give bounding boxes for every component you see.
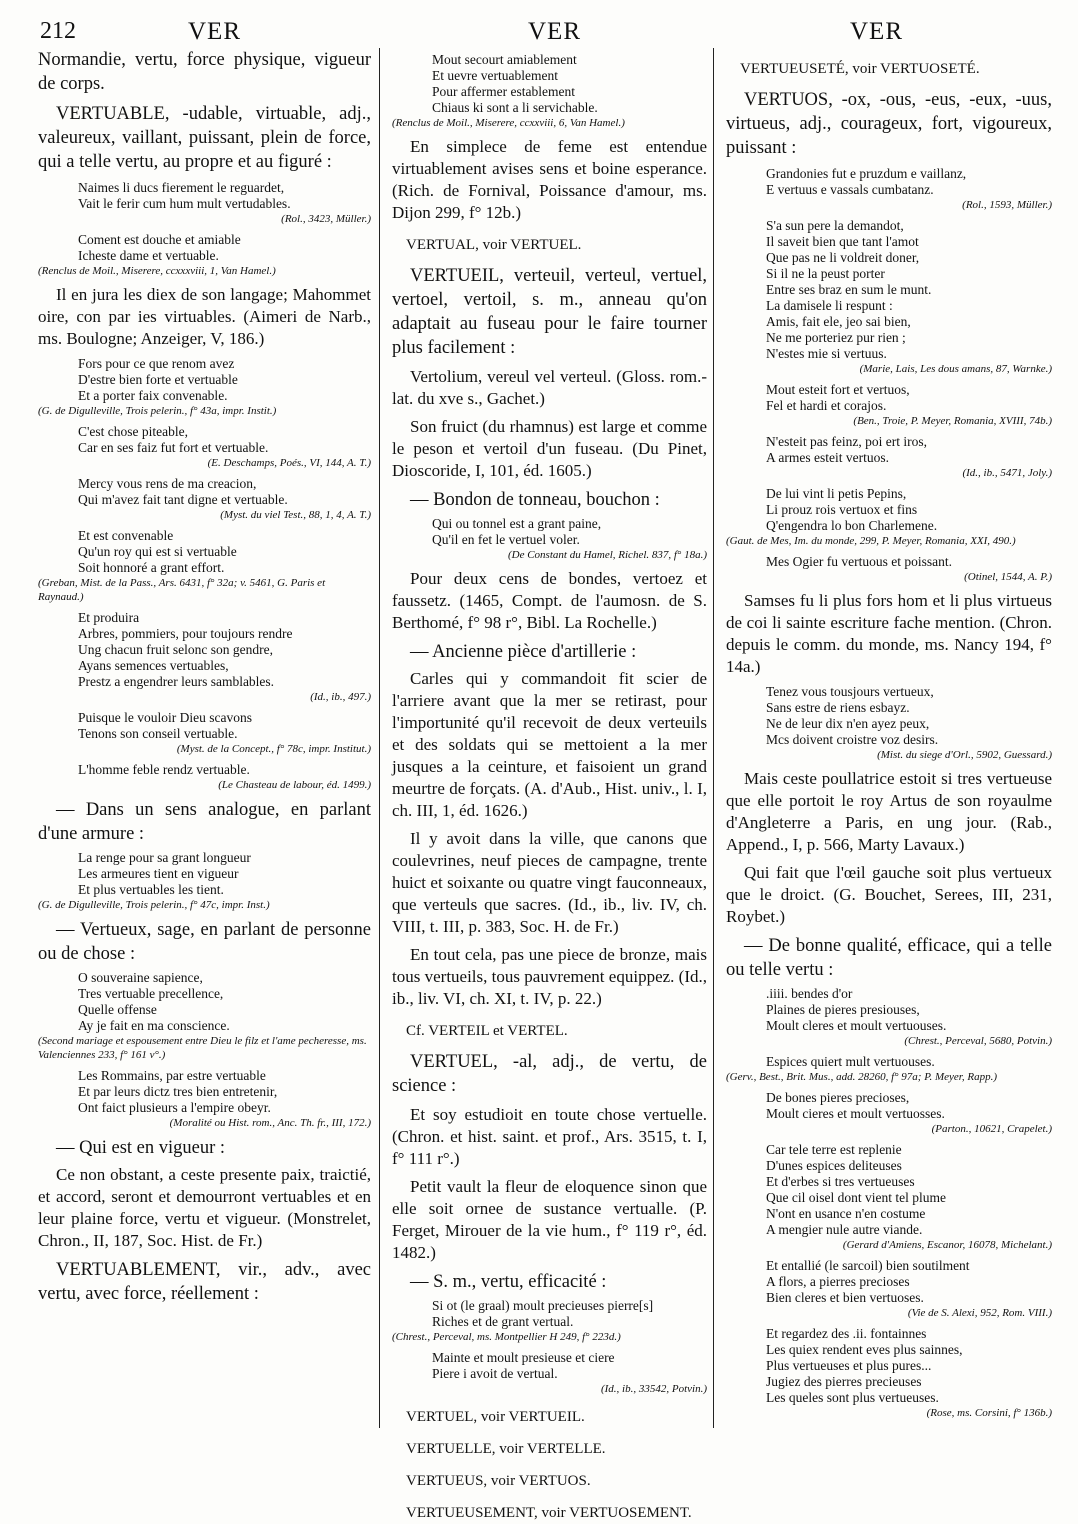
verse-line: Les Rommains, par estre vertuable bbox=[78, 1068, 266, 1083]
running-head-center: VER bbox=[528, 18, 581, 45]
verse-line: Et est convenable bbox=[78, 528, 174, 543]
citation: (Ben., Troie, P. Meyer, Romania, XVIII, 74b.) bbox=[853, 415, 1052, 427]
quotation bbox=[726, 684, 1052, 748]
verse-line: .iiii. bendes d'or bbox=[766, 986, 853, 1001]
verse-line: Tres vertuable precellence, bbox=[78, 986, 224, 1001]
entry-vertuablement: VERTUABLEMENT, vir., adv., avec vertu, avec force, réellement : bbox=[38, 1260, 371, 1304]
verse-line: Bien cleres et bien vertuoses. bbox=[766, 1290, 924, 1305]
verse-line: Moult cleres et moult vertuouses. bbox=[766, 1018, 947, 1033]
paragraph: Carles qui y commandoit fit scier de l'arriere avant que la mer se retirast, pour l'importunité qu'il recevoit de deux verteuils et des soldats qui se mettoient a la mer jusques a la ceinture, et faisoient un grand meurtre de forçats. (A. d'Aub., Hist. univ., l. I, ch. III, 1, éd. 1626.) bbox=[392, 669, 707, 820]
quotation bbox=[38, 970, 371, 1034]
running-head-right: VER bbox=[850, 18, 903, 45]
verse-line: E vertuus e vassals cumbatanz. bbox=[766, 182, 934, 197]
quotation bbox=[726, 218, 1052, 362]
verse-line: Espices quiert mult vertuouses. bbox=[766, 1054, 935, 1069]
verse-line: Ne de leur dix n'en ayez peux, bbox=[766, 716, 930, 731]
quotation bbox=[38, 850, 371, 898]
verse-line: Et produira bbox=[78, 610, 140, 625]
verse-line: O souveraine sapience, bbox=[78, 970, 203, 985]
verse-line: Ung chacun fruit selonc son gendre, bbox=[78, 642, 273, 657]
citation: (Chrest., Perceval, ms. Montpellier H 249, f° 223d.) bbox=[392, 1331, 621, 1343]
verse-line: Prestz a engendrer leurs samblables. bbox=[78, 674, 275, 689]
verse-line: Mcs doivent croistre voz desirs. bbox=[766, 732, 939, 747]
quotation bbox=[392, 1350, 707, 1382]
verse-line: L'homme feble rendz vertuable. bbox=[78, 762, 250, 777]
citation: (Gerv., Best., Brit. Mus., add. 28260, f° 97a; P. Meyer, Rapp.) bbox=[726, 1071, 998, 1083]
running-head-left: VER bbox=[188, 18, 241, 45]
quotation bbox=[392, 516, 707, 548]
column-3 bbox=[714, 48, 1052, 1428]
verse-line: Mainte et moult presieuse et ciere bbox=[432, 1350, 615, 1365]
verse-line: De bones pieres precioses, bbox=[766, 1090, 910, 1105]
verse-line: Et a porter faix convenable. bbox=[78, 388, 228, 403]
verse-line: Qui ou tonnel est a grant paine, bbox=[432, 516, 602, 531]
paragraph: Il y avoit dans la ville, que canons que coulevrines, neuf pieces de campagne, trente huict et soixante ou quatre vingt fauconneaux, que verteuls que sacres. (Id., ib., liv. IV, ch. VIII, t. III, p. 383, Soc. H. de Fr.) bbox=[392, 829, 707, 936]
paragraph: Il en jura les diex de son langage; Mahommet oire, con par ies virtuables. (Aimeri de Narb., ms. Boulogne; Anzeiger, V, 186.) bbox=[38, 285, 371, 348]
citation: (Greban, Mist. de la Pass., Ars. 6431, f° 32a; v. 5461, G. Paris et Raynaud.) bbox=[38, 577, 326, 603]
sense-heading: — Ancienne pièce d'artillerie : bbox=[410, 642, 637, 662]
citation: (Otinel, 1544, A. P.) bbox=[964, 571, 1052, 583]
quotation bbox=[38, 424, 371, 456]
verse-line: Sans estre de riens esbayz. bbox=[766, 700, 910, 715]
citation: (Mist. du siege d'Orl., 5902, Guessard.) bbox=[877, 749, 1052, 761]
cross-reference: VERTUELLE, voir VERTELLE. bbox=[406, 1441, 606, 1457]
verse-line: Moult cieres et moult vertuosses. bbox=[766, 1106, 945, 1121]
verse-line: A mengier nule autre viande. bbox=[766, 1222, 923, 1237]
verse-line: Car en ses faiz fut fort et vertuable. bbox=[78, 440, 269, 455]
verse-line: Il saveit bien que tant l'amot bbox=[766, 234, 919, 249]
verse-line: Quelle offense bbox=[78, 1002, 157, 1017]
verse-line: A flors, a pierres precioses bbox=[766, 1274, 910, 1289]
quotation bbox=[392, 52, 707, 116]
verse-line: Jugiez des pierres precieuses bbox=[766, 1374, 922, 1389]
verse-line: Fors pour ce que renom avez bbox=[78, 356, 235, 371]
verse-line: Mout esteit fort et vertuos, bbox=[766, 382, 910, 397]
verse-line: N'estes mie si vertuus. bbox=[766, 346, 887, 361]
verse-line: Qui m'avez fait tant digne et vertuable. bbox=[78, 492, 288, 507]
verse-line: La damisele li respunt : bbox=[766, 298, 893, 313]
cross-reference: VERTUAL, voir VERTUEL. bbox=[406, 237, 582, 253]
verse-line: Ont faict plusieurs a l'empire obeyr. bbox=[78, 1100, 271, 1115]
quotation bbox=[38, 232, 371, 264]
verse-line: Les armeures tient en vigueur bbox=[78, 866, 239, 881]
entry-vertuel: VERTUEL, -al, adj., de vertu, de science : bbox=[392, 1052, 707, 1096]
entry-vertuos: VERTUOS, -ox, -ous, -eus, -eux, -uus, virtueus, adj., courageux, fort, vigoureux, puissant : bbox=[726, 90, 1052, 158]
verse-line: Car tele terre est replenie bbox=[766, 1142, 902, 1157]
paragraph: Et soy estudioit en toute chose vertuelle. (Chron. et hist. saint. et prof., Ars. 3515, t. I, f° 111 r°.) bbox=[392, 1105, 707, 1168]
paragraph: Pour deux cens de bondes, vertoez et faussetz. (1465, Compt. de l'aumosn. de S. Berthomé, f° 98 r°, Bibl. La Rochelle.) bbox=[392, 569, 707, 632]
verse-line: De lui vint li petis Pepins, bbox=[766, 486, 907, 501]
verse-line: Et d'erbes si tres vertueuses bbox=[766, 1174, 915, 1189]
verse-line: Qu'un roy qui est si vertuable bbox=[78, 544, 237, 559]
verse-line: Puisque le vouloir Dieu scavons bbox=[78, 710, 252, 725]
page-number: 212 bbox=[40, 18, 76, 44]
verse-line: D'estre bien forte et vertuable bbox=[78, 372, 238, 387]
verse-line: Que pas ne li voldreit doner, bbox=[766, 250, 920, 265]
citation: (Myst. de la Concept., f° 78c, impr. Institut.) bbox=[176, 743, 371, 755]
citation: (G. de Digulleville, Trois pelerin., f° 43a, impr. Instit.) bbox=[38, 405, 277, 417]
verse-line: Ne me porteriez pur rien ; bbox=[766, 330, 906, 345]
quotation bbox=[726, 166, 1052, 198]
citation: (Gaut. de Mes, Im. du monde, 299, P. Meyer, Romania, XXI, 490.) bbox=[726, 535, 1016, 547]
verse-line: Vait le ferir cum hum mult vertudables. bbox=[78, 196, 291, 211]
verse-line: A armes esteit vertuos. bbox=[766, 450, 889, 465]
verse-line: C'est chose piteable, bbox=[78, 424, 189, 439]
citation: (Moralité ou Hist. rom., Anc. Th. fr., III, 172.) bbox=[169, 1117, 371, 1129]
verse-line: Chiaus ki sont a li servichable. bbox=[432, 100, 598, 115]
verse-line: Et plus vertuables les tient. bbox=[78, 882, 224, 897]
citation: (Vie de S. Alexi, 952, Rom. VIII.) bbox=[907, 1307, 1052, 1319]
verse-line: Soit honnoré a grant effort. bbox=[78, 560, 225, 575]
verse-line: S'a sun pere la demandot, bbox=[766, 218, 904, 233]
verse-line: Tenons son conseil vertuable. bbox=[78, 726, 238, 741]
quotation bbox=[38, 356, 371, 404]
verse-line: Q'engendra lo bon Charlemene. bbox=[766, 518, 938, 533]
citation: (Myst. du viel Test., 88, 1, 4, A. T.) bbox=[220, 509, 371, 521]
citation: (G. de Digulleville, Trois pelerin., f° 47c, impr. Inst.) bbox=[38, 899, 270, 911]
citation: (E. Deschamps, Poés., VI, 144, A. T.) bbox=[207, 457, 371, 469]
column-1 bbox=[38, 48, 380, 1428]
verse-line: Icheste dame et vertuable. bbox=[78, 248, 219, 263]
paragraph: Qui fait que l'œil gauche soit plus vertueux que le droict. (G. Bouchet, Serees, III, 231, Roybet.) bbox=[726, 863, 1052, 926]
verse-line: Li prouz rois vertuox et fins bbox=[766, 502, 918, 517]
verse-line: Les queles sont plus vertueuses. bbox=[766, 1390, 939, 1405]
quotation bbox=[38, 610, 371, 690]
quotation bbox=[726, 1090, 1052, 1122]
verse-line: Si il ne la peust porter bbox=[766, 266, 885, 281]
quotation bbox=[726, 1258, 1052, 1306]
sense-heading: — Bondon de tonneau, bouchon : bbox=[410, 490, 660, 510]
paragraph: En tout cela, pas une piece de bronze, mais tous vertueils, tous pauvrement equippez. (Id., ib., liv. VI, ch. XI, t. IV, p. 22.) bbox=[392, 945, 707, 1008]
cross-reference: VERTUEL, voir VERTUEIL. bbox=[406, 1409, 585, 1425]
verse-line: Qu'il en fet le vertuel voler. bbox=[432, 532, 580, 547]
paragraph: Son fruict (du rhamnus) est large et comme le peson et vertoil d'un fuseau. (Du Pinet, Dioscoride, I, 101, éd. 1605.) bbox=[392, 417, 707, 480]
citation: (Second mariage et espousement entre Dieu le filz et l'ame pecheresse, ms. Valenciennes 233, f° 161 v°.) bbox=[38, 1035, 367, 1061]
verse-line: N'ont en usance n'en costume bbox=[766, 1206, 926, 1221]
verse-line: Plaines de pieres presiouses, bbox=[766, 1002, 920, 1017]
verse-line: Et entallié (le sarcoil) bien soutilment bbox=[766, 1258, 970, 1273]
cross-reference: VERTUEUS, voir VERTUOS. bbox=[406, 1473, 591, 1489]
verse-line: Mout secourt amiablement bbox=[432, 52, 577, 67]
cross-reference: Cf. VERTEIL et VERTEL. bbox=[406, 1023, 568, 1039]
citation: (Rol., 1593, Müller.) bbox=[962, 199, 1052, 211]
verse-line: Ayans semences vertuables, bbox=[78, 658, 229, 673]
citation: (Chrest., Perceval, 5680, Potvin.) bbox=[904, 1035, 1052, 1047]
quotation bbox=[38, 476, 371, 508]
verse-line: Si ot (le graal) moult precieuses pierre[s] bbox=[432, 1298, 654, 1313]
quotation bbox=[38, 762, 371, 778]
paragraph: Normandie, vertu, force physique, vigueur de corps. bbox=[38, 50, 371, 94]
verse-line: Pour affermer establement bbox=[432, 84, 575, 99]
cross-reference: VERTUEUSEMENT, voir VERTUOSEMENT. bbox=[406, 1505, 692, 1521]
verse-line: Mes Ogier fu vertuous et poissant. bbox=[766, 554, 952, 569]
quotation bbox=[392, 1298, 707, 1330]
page-header bbox=[38, 10, 1052, 48]
sense-heading: — De bonne qualité, efficace, qui a telle ou telle vertu : bbox=[726, 936, 1052, 980]
citation: (Id., ib., 5471, Joly.) bbox=[962, 467, 1052, 479]
verse-line: Tenez vous tousjours vertueux, bbox=[766, 684, 934, 699]
verse-line: Coment est douche et amiable bbox=[78, 232, 241, 247]
sense-heading: — Qui est en vigueur : bbox=[56, 1138, 226, 1158]
quotation bbox=[38, 710, 371, 742]
paragraph: Vertolium, vereul vel verteul. (Gloss. rom.-lat. du xve s., Gachet.) bbox=[392, 367, 707, 408]
verse-line: Entre ses braz en sum le munt. bbox=[766, 282, 932, 297]
verse-line: Arbres, pommiers, pour toujours rendre bbox=[78, 626, 293, 641]
quotation bbox=[726, 382, 1052, 414]
verse-line: Plus vertueuses et plus pures... bbox=[766, 1358, 932, 1373]
verse-line: Et regardez des .ii. fontainnes bbox=[766, 1326, 927, 1341]
verse-line: Et uevre vertuablement bbox=[432, 68, 558, 83]
verse-line: Que cil oisel dont vient tel plume bbox=[766, 1190, 946, 1205]
sense-heading: — Vertueux, sage, en parlant de personne ou de chose : bbox=[38, 920, 371, 964]
citation: (Rol., 3423, Müller.) bbox=[281, 213, 371, 225]
verse-line: D'unes espices deliteuses bbox=[766, 1158, 902, 1173]
quotation bbox=[38, 180, 371, 212]
columns bbox=[38, 48, 1052, 1521]
verse-line: Riches et de grant vertual. bbox=[432, 1314, 574, 1329]
verse-line: La renge pour sa grant longueur bbox=[78, 850, 251, 865]
quotation bbox=[38, 528, 371, 576]
quotation bbox=[726, 434, 1052, 466]
sense-heading: — S. m., vertu, efficacité : bbox=[410, 1272, 607, 1292]
verse-line: N'esteit pas feinz, poi ert iros, bbox=[766, 434, 928, 449]
citation: (Id., ib., 497.) bbox=[310, 691, 371, 703]
paragraph: Ce non obstant, a ceste presente paix, traictié, et accord, seront et demourront vertuables et en leur plaine force, vertu et vigueur. (Monstrelet, Chron., II, 187, Soc. Hist. de Fr.) bbox=[38, 1165, 371, 1250]
verse-line: Amis, fait ele, jeo sai bien, bbox=[766, 314, 911, 329]
citation: (Le Chasteau de labour, éd. 1499.) bbox=[218, 779, 371, 791]
verse-line: Mercy vous rens de ma creacion, bbox=[78, 476, 257, 491]
citation: (Gerard d'Amiens, Escanor, 16078, Michelant.) bbox=[842, 1239, 1052, 1251]
citation: (De Constant du Hamel, Richel. 837, f° 18a.) bbox=[507, 549, 707, 561]
verse-line: Les quiex rendent eves plus sainnes, bbox=[766, 1342, 963, 1357]
paragraph: Mais ceste poullatrice estoit si tres vertueuse que elle portoit le roy Artus de son royaulme d'Angleterre a Paris, en ung jour. (Rab., Append., I, p. 566, Marty Lavaux.) bbox=[726, 769, 1052, 854]
paragraph: Samses fu li plus fors hom et li plus virtueus de coi li sainte escriture fache mention. (Chron. depuis le comm. du monde, ms. Nancy 194, f° 14a.) bbox=[726, 591, 1052, 676]
verse-line: Naimes li ducs fierement le reguardet, bbox=[78, 180, 285, 195]
entry-vertuable: VERTUABLE, -udable, virtuable, adj., valeureux, vaillant, puissant, plein de force, qui a telle vertu, au propre et au figuré : bbox=[38, 104, 371, 172]
quotation bbox=[726, 986, 1052, 1034]
citation: (Renclus de Moil., Miserere, ccxxviii, 6, Van Hamel.) bbox=[392, 117, 625, 129]
column-2 bbox=[380, 48, 714, 1521]
quotation bbox=[726, 1054, 1052, 1070]
citation: (Rose, ms. Corsini, f° 136b.) bbox=[926, 1407, 1052, 1419]
verse-line: Piere i avoit de vertual. bbox=[432, 1366, 558, 1381]
citation: (Renclus de Moil., Miserere, ccxxxviii, 1, Van Hamel.) bbox=[38, 265, 276, 277]
cross-reference: VERTUEUSETÉ, voir VERTUOSETÉ. bbox=[740, 61, 980, 77]
quotation bbox=[38, 1068, 371, 1116]
citation: (Id., ib., 33542, Potvin.) bbox=[600, 1383, 707, 1395]
verse-line: Ay je fait en ma conscience. bbox=[78, 1018, 230, 1033]
sense-heading: — Dans un sens analogue, en parlant d'une armure : bbox=[38, 800, 371, 844]
citation: (Marie, Lais, Les dous amans, 87, Warnke.) bbox=[859, 363, 1052, 375]
verse-line: Grandonies fut e pruzdum e vaillanz, bbox=[766, 166, 967, 181]
citation: (Parton., 10621, Crapelet.) bbox=[931, 1123, 1052, 1135]
quotation bbox=[726, 1326, 1052, 1406]
entry-vertueil: VERTUEIL, verteuil, verteul, vertuel, vertoel, vertoil, s. m., anneau qu'on adaptait au fuseau pour le faire tourner plus facilement : bbox=[392, 266, 707, 358]
verse-line: Fel et hardi et corajos. bbox=[766, 398, 887, 413]
quotation bbox=[726, 486, 1052, 534]
verse-line: Et par leurs dictz tres bien entretenir, bbox=[78, 1084, 278, 1099]
quotation bbox=[726, 1142, 1052, 1238]
quotation bbox=[726, 554, 1052, 570]
paragraph: En simplece de feme est entendue virtuablement avises sens et boine esperance. (Rich. de Fornival, Poissance d'amour, ms. Dijon 299, f° 12b.) bbox=[392, 137, 707, 222]
paragraph: Petit vault la fleur de eloquence sinon que elle soit ornee de sustance vertualle. (P. Ferget, Mirouer de la vie hum., f° 119 r°, éd. 1482.) bbox=[392, 1177, 707, 1262]
